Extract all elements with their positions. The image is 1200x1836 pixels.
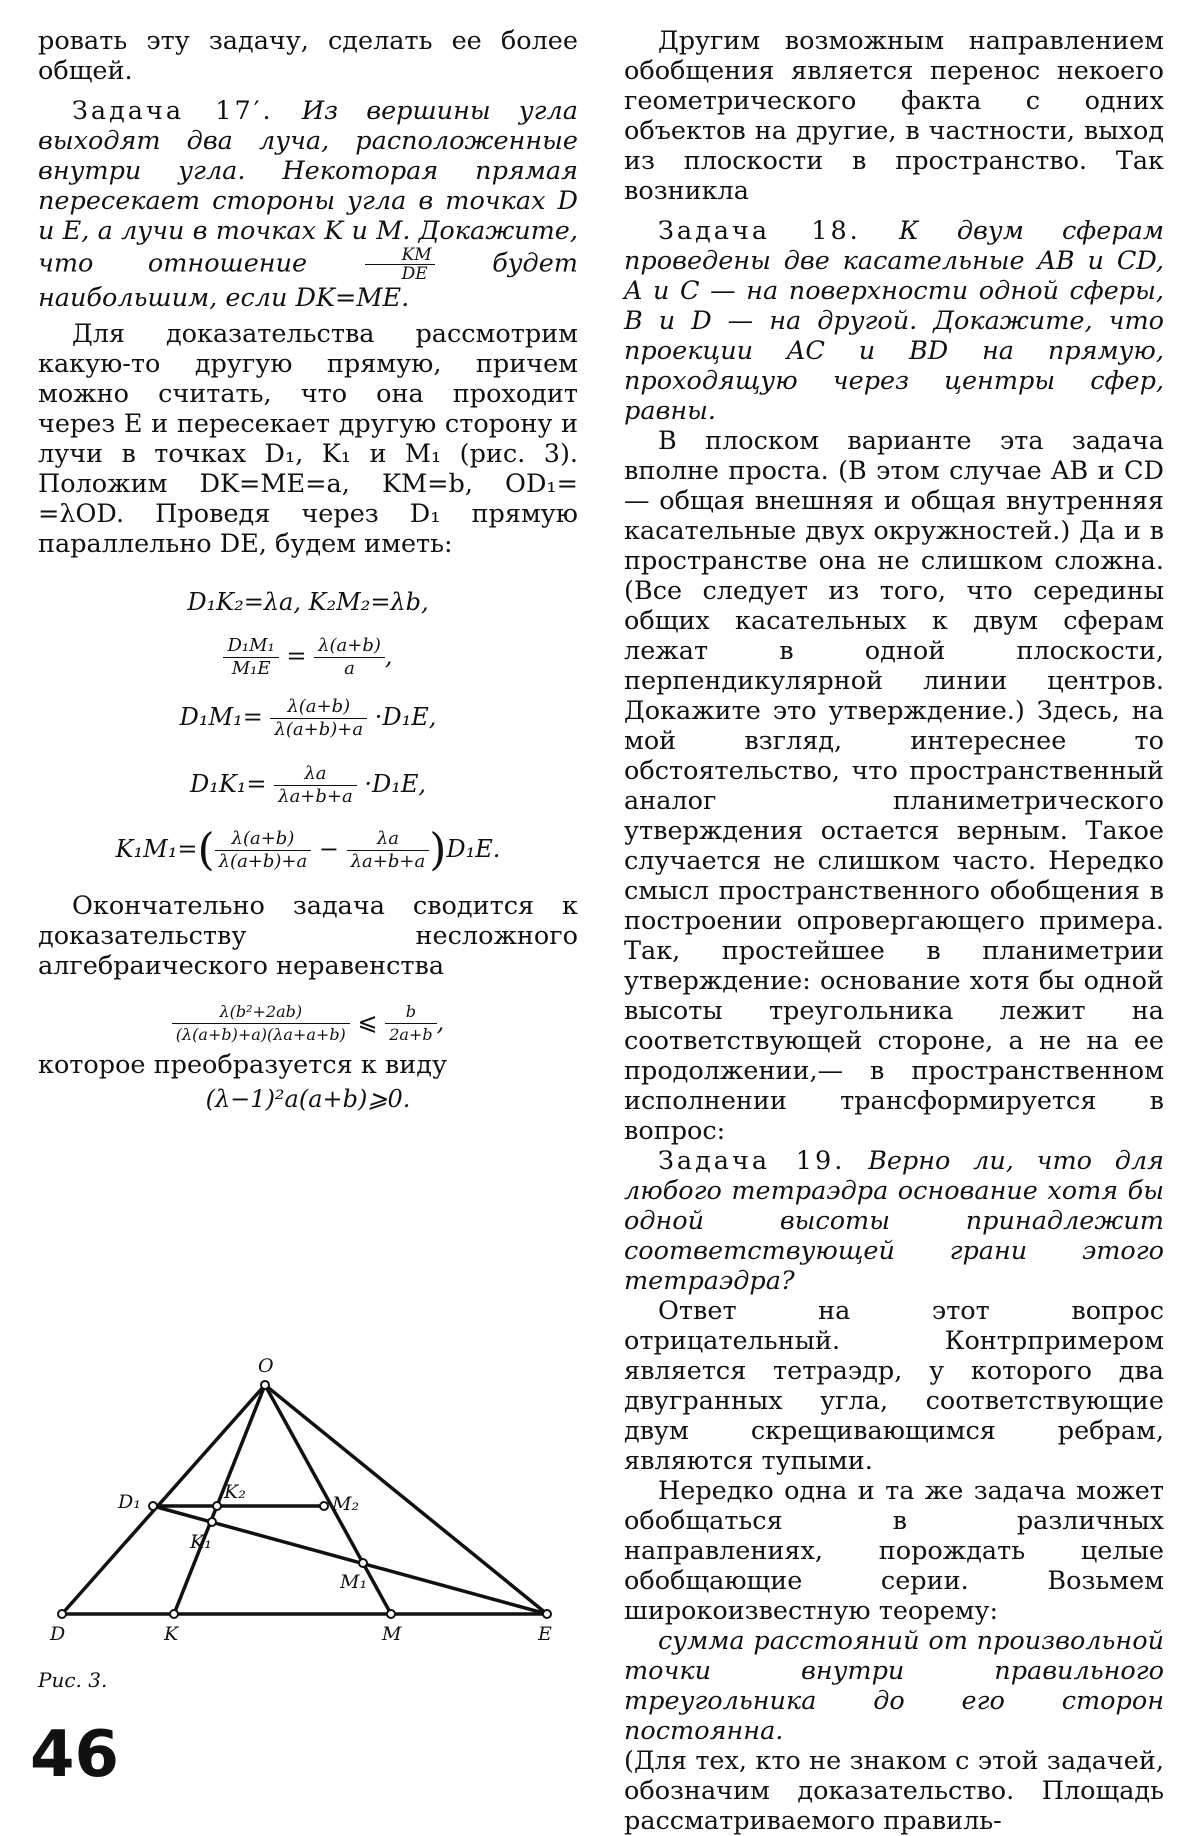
label-K: K <box>164 1623 179 1645</box>
task-17 <box>38 96 578 313</box>
point-M <box>387 1610 395 1618</box>
point-K1 <box>208 1518 216 1526</box>
formula-6-num-left: λ(b²+2ab) <box>219 1002 303 1021</box>
formula-7: (λ−1)²a(a+b)⩾0. <box>205 1085 411 1113</box>
formula-2-num-right: λ(a+b) <box>318 635 381 656</box>
label-K1: K₁ <box>190 1531 212 1553</box>
task-18-label: Задача 18. <box>658 216 861 246</box>
label-K2: K₂ <box>224 1481 246 1503</box>
left-paragraph-3: Окончательно задача сводится к доказательству несложного алгебраического неравенства <box>38 891 578 981</box>
task-18-text: К двум сферам проведены две касательные AB и CD, A и C — на поверхности одной сферы, B и D — на другой. Докажите, что проекции AC и BD на прямую, проходящую через центры сфер, равны. <box>624 216 1165 426</box>
formula-5-rhs: D₁E. <box>446 835 501 863</box>
formula-3-num: λ(a+b) <box>287 696 351 717</box>
label-M: M <box>382 1623 402 1645</box>
figure-3-diagram <box>40 1350 560 1670</box>
page-number: 46 <box>30 1718 120 1792</box>
formula-5-num-1: λ(a+b) <box>231 828 295 849</box>
task-17-label: Задача 17′. <box>72 96 274 126</box>
formula-6-den-right: 2a+b <box>385 1023 436 1046</box>
formula-5-lhs: K₁M₁= <box>115 835 198 863</box>
point-E <box>543 1610 551 1618</box>
line-O-E <box>265 1385 547 1614</box>
left-paragraph-2: Для доказательства рассмотрим какую-то другую прямую, причем можно считать, что она проходит через E и пересекает другую сторону и лучи в точках D₁, K₁ и M₁ (рис. 3). Положим DK=ME=a, KM=b, OD₁= =λOD. Проведя через D₁ прямую параллельно DE, будем иметь: <box>38 319 578 559</box>
label-O: O <box>258 1355 274 1377</box>
task-19 <box>624 1146 1164 1296</box>
right-column <box>624 26 1164 1836</box>
formula-5-num-2: λa <box>376 828 399 849</box>
left-column <box>38 26 578 1114</box>
point-K2 <box>213 1502 221 1510</box>
formula-2-den-left: M₁E <box>223 657 278 680</box>
label-E: E <box>538 1623 552 1645</box>
formula-6-num-right: b <box>405 1002 416 1021</box>
formula-6-den-left: (λ(a+b)+a)(λa+a+b) <box>172 1023 350 1046</box>
formula-5-den-1: λ(a+b)+a <box>215 850 312 873</box>
task-17-text: Из вершины угла выходят два луча, расположенные внутри угла. Некоторая прямая пересекает стороны угла в точках D и E, а лучи в точках K и M. Докажите, что отношение <box>38 96 578 279</box>
point-O <box>261 1381 269 1389</box>
point-M1 <box>359 1559 367 1567</box>
formula-4 <box>38 763 578 808</box>
task-19-label: Задача 19. <box>658 1146 846 1176</box>
point-D <box>58 1610 66 1618</box>
formula-3-rhs: ·D₁E, <box>374 703 437 731</box>
formula-6: $\frac{\text{λ(b²+2ab)}}{(\lambda(a+b)+a)(\lambda a+a+b)}$ ⩽ $\frac{b}{2a+b}$ , <box>38 1001 578 1046</box>
task-19-text: Верно ли, что для любого тетраэдра основание хотя бы одной высоты принадлежит соответствующей грани этого тетраэдра? <box>624 1146 1165 1296</box>
formula-5: K₁M₁=( $\frac{\lambda(a+b)}{\lambda(a+b)+a}$ − $\frac{\lambda a}{\lambda a+b+a}$ )D₁E. <box>115 824 501 876</box>
right-paragraph-5: (Для тех, кто не знаком с этой задачей, обозначим доказательство. Площадь рассматриваемого правиль- <box>624 1746 1164 1836</box>
formula-3 <box>38 696 578 741</box>
formula-5-den-2: λa+b+a <box>347 850 430 873</box>
fraction-numerator: KM <box>401 245 432 265</box>
task-17-fraction <box>365 246 435 283</box>
task-18 <box>624 216 1164 426</box>
point-M2 <box>320 1502 328 1510</box>
point-D1 <box>149 1502 157 1510</box>
label-D: D <box>50 1623 66 1645</box>
label-D1: D₁ <box>118 1491 141 1513</box>
point-K <box>170 1610 178 1618</box>
theorem-statement: сумма расстояний от произвольной точки внутри правильного треугольника до его сторон постоянна. <box>624 1626 1164 1746</box>
formula-2-num-left: D₁M₁ <box>227 635 275 656</box>
formula-4-rhs: ·D₁E, <box>364 770 426 798</box>
formula-2-den-right: a <box>314 657 385 680</box>
left-paragraph-4: которое преобразуется к виду <box>38 1050 447 1080</box>
figure-caption: Рис. 3. <box>38 1668 108 1692</box>
formula-3-den: λ(a+b)+a <box>270 718 367 741</box>
line-O-M <box>265 1385 391 1614</box>
formula-1: D₁K₂=λa, K₂M₂=λb, <box>187 588 429 616</box>
line-O-K <box>174 1385 265 1614</box>
formula-2: $\frac{\text{D₁M₁}}{\text{M₁E}}$ = $\frac{\lambda(a+b)}{a}$ , <box>38 635 578 680</box>
task-17-end: будет наибольшим, если DK=ME. <box>38 248 578 313</box>
fraction-denominator: DE <box>365 264 435 283</box>
formula-4-lhs: D₁K₁= <box>189 770 267 798</box>
left-paragraph-1: ровать эту задачу, сделать ее более общей. <box>38 26 578 86</box>
formula-4-num: λa <box>304 763 327 784</box>
right-paragraph-2: В плоском варианте эта задача вполне проста. (В этом случае AB и CD — общая внешняя и общая внутренняя касательные двух окружностей.) Да и в пространстве она не слишком сложна. (Все следует из того, что середины общих касательных к двум сферам лежат в одной плоскости, перпендикулярной линии центров. Докажите это утверждение.) Здесь, на мой взгляд, интереснее то обстоятельство, что пространственный аналог планиметрического утверждения остается верным. Такое случается не слишком часто. Нередко смысл пространственного обобщения в построении опровергающего примера. Так, простейшее в планиметрии утверждение: основание хотя бы одной высоты треугольника лежит на соответствующей стороне, а не на ее продолжении,— в пространственном исполнении трансформируется в вопрос: <box>624 426 1164 1146</box>
label-M1: M₁ <box>340 1571 368 1593</box>
formula-4-den: λa+b+a <box>274 785 357 808</box>
formula-3-lhs: D₁M₁= <box>179 703 263 731</box>
theorem-text <box>624 1626 1164 1746</box>
right-paragraph-3: Ответ на этот вопрос отрицательный. Контрпримером является тетраэдр, у которого два двугранных угла, соответствующие двум скрещивающимся ребрам, являются тупыми. <box>624 1296 1164 1476</box>
right-paragraph-1: Другим возможным направлением обобщения является перенос некоего геометрического факта с одних объектов на другие, в частности, выход из плоскости в пространство. Так возникла <box>624 26 1164 206</box>
label-M2: M₂ <box>332 1493 360 1515</box>
right-paragraph-4: Нередко одна и та же задача может обобщаться в различных направлениях, порождать целые обобщающие серии. Возьмем широкоизвестную теорему: <box>624 1476 1164 1626</box>
